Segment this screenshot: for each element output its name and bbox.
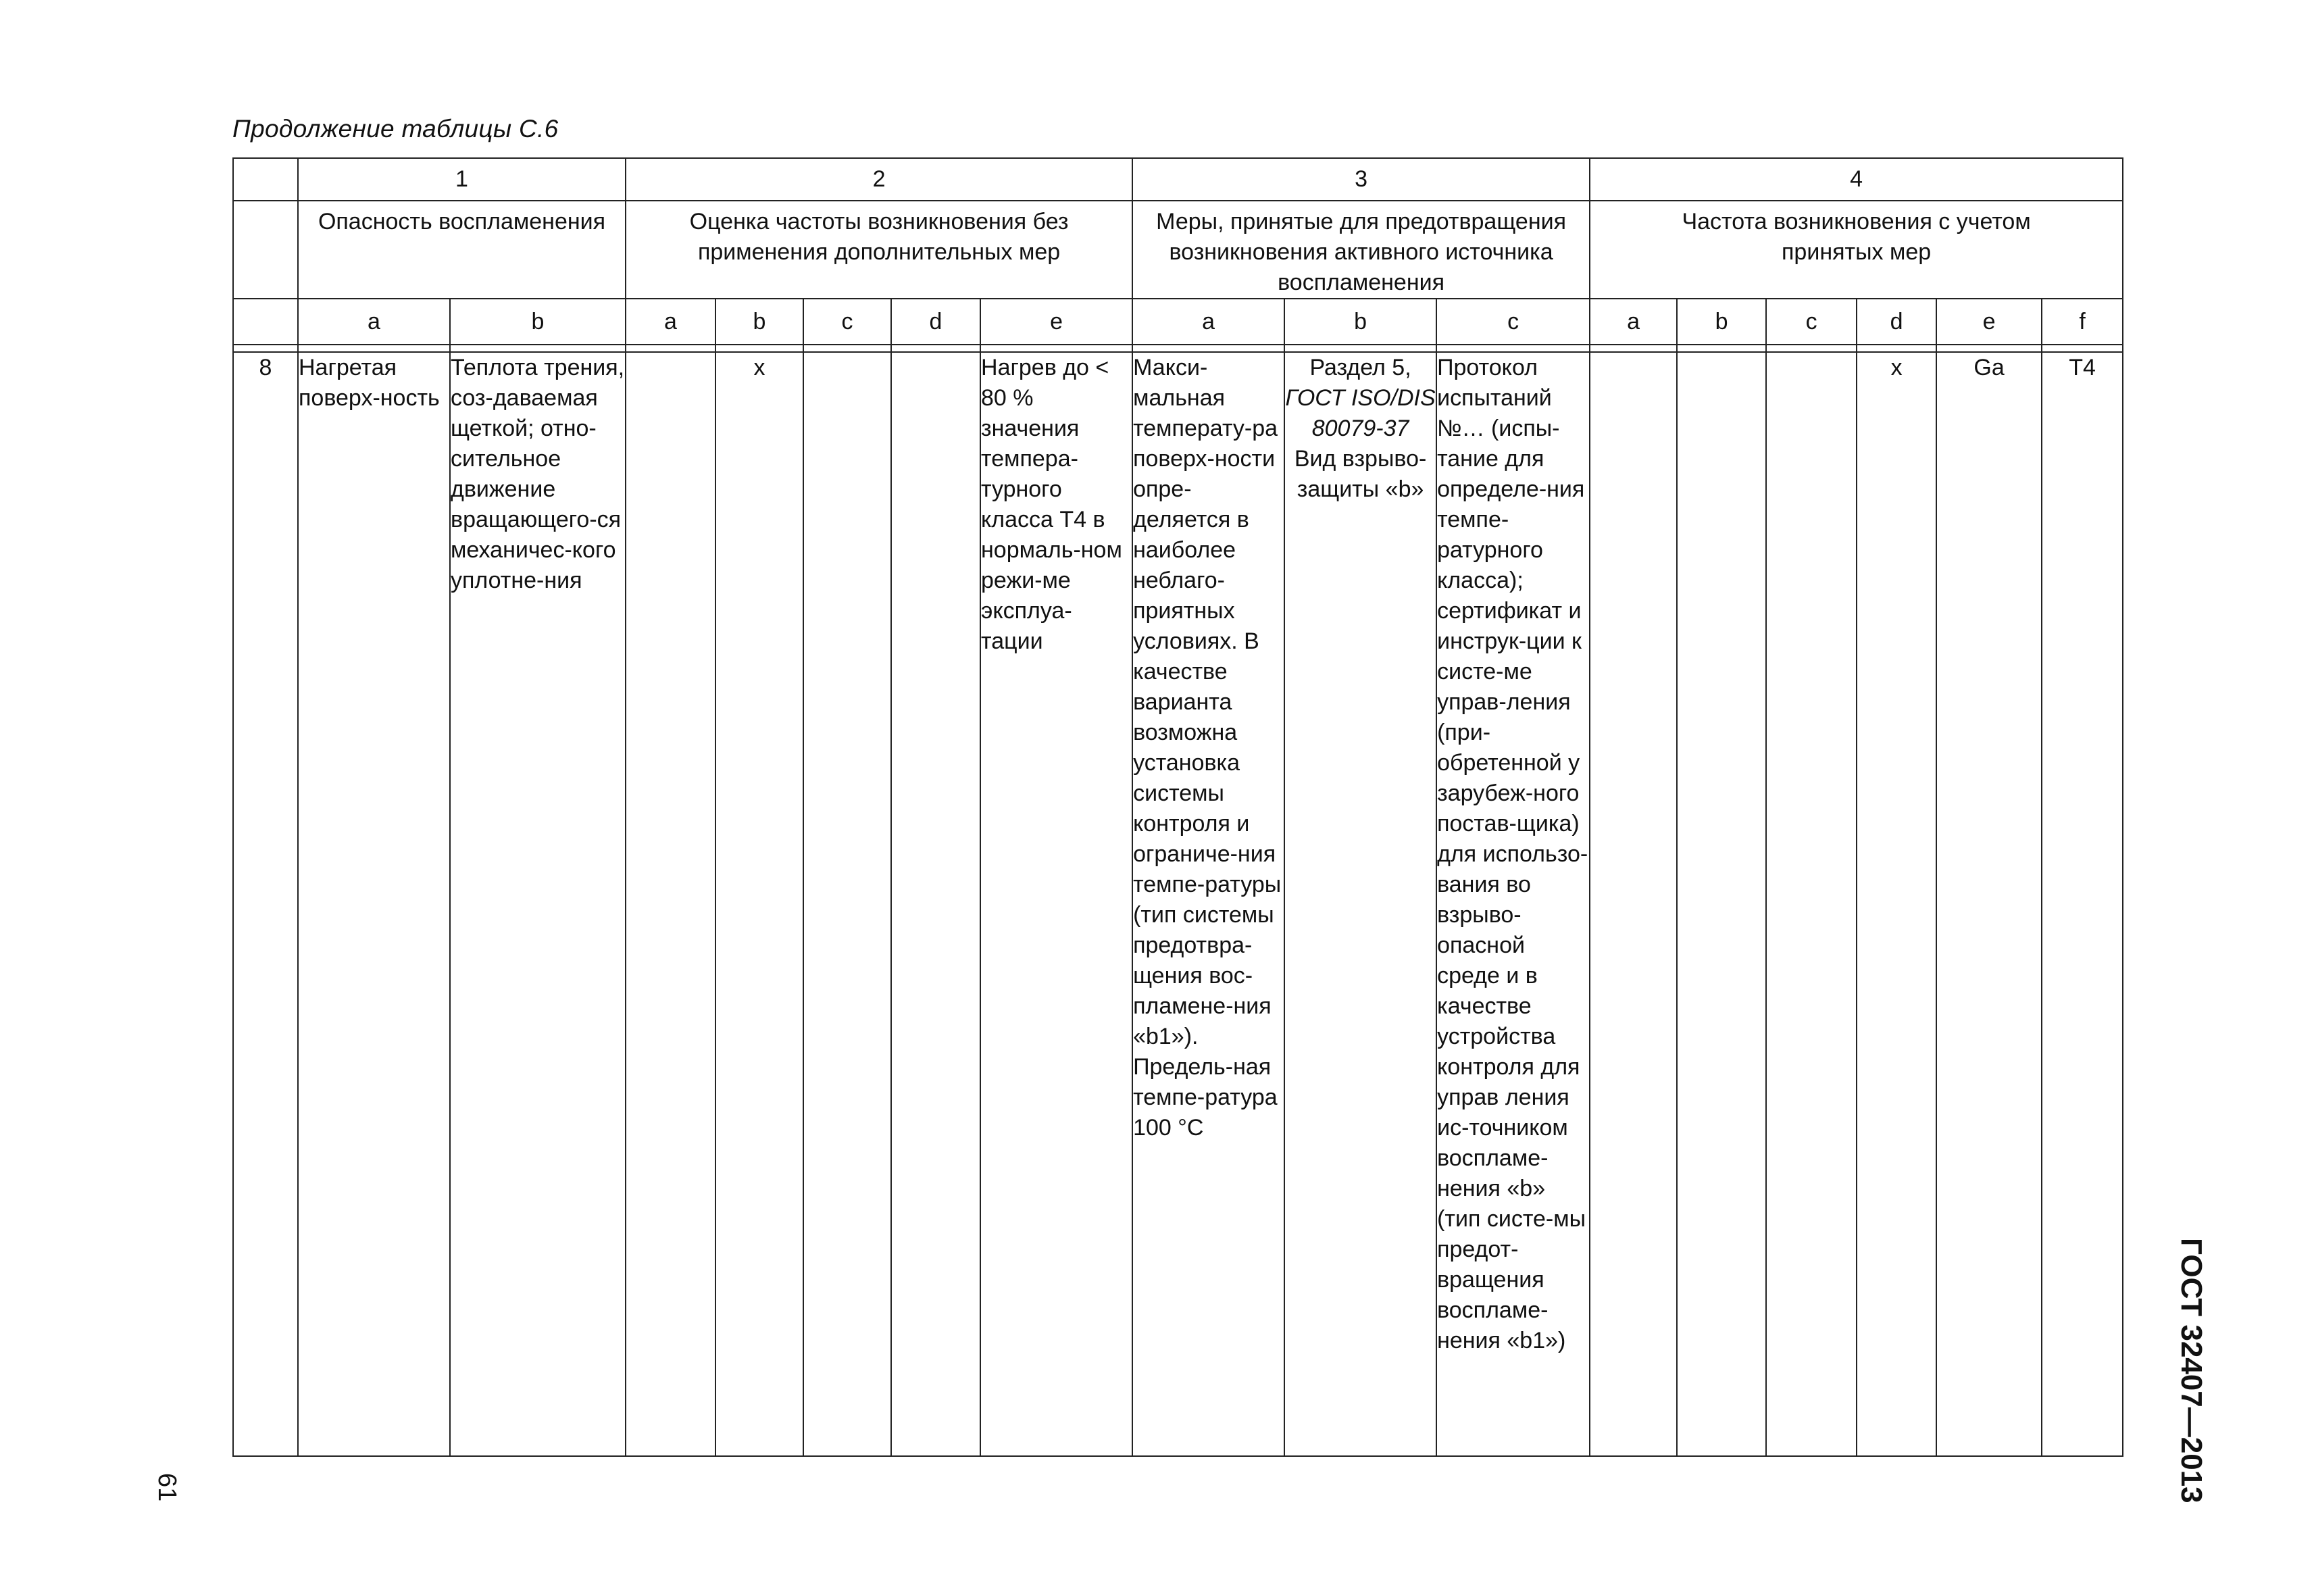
subheader-2d: d [891, 299, 980, 345]
subheader-4f: f [2042, 299, 2123, 345]
cell-3b-reference [1284, 352, 1436, 1456]
standard-code: ГОСТ 32407—2013 [2175, 1238, 2208, 1503]
subheader-1b: b [450, 299, 626, 345]
column-group-1-number: 1 [298, 158, 626, 201]
cell-4b [1677, 352, 1766, 1456]
subheader-2e: e [980, 299, 1132, 345]
column-group-2-number: 2 [626, 158, 1132, 201]
cell-2d [891, 352, 980, 1456]
subheader-4b: b [1677, 299, 1766, 345]
table-row [233, 352, 2123, 1456]
column-group-1-title: Опасность воспламенения [298, 201, 626, 299]
reference-section: Раздел 5, [1309, 355, 1411, 380]
subheader-1a: a [298, 299, 450, 345]
subheader-4d: d [1857, 299, 1936, 345]
cell-1b-source: Теплота трения, соз-даваемая щеткой; отно-сительное движение вращающего-ся механичес-кого уплотне-ния [450, 352, 626, 1456]
separator-row [233, 345, 2123, 352]
cell-4a [1590, 352, 1677, 1456]
subheader-4c: c [1766, 299, 1857, 345]
hazard-table [232, 157, 2123, 1457]
cell-2a [626, 352, 715, 1456]
reference-protection-type: Вид взрыво-защиты «b» [1294, 446, 1427, 502]
subheader-3b: b [1284, 299, 1436, 345]
subheader-2b: b [715, 299, 803, 345]
cell-2b: x [715, 352, 803, 1456]
row-number: 8 [233, 352, 298, 1456]
sub-header-row [233, 299, 2123, 345]
cell-2e-explanation: Нагрев до < 80 % значения темпера-турного класса Т4 в нормаль-ном режи-ме эксплуа-тации [980, 352, 1132, 1456]
subheader-3c: c [1436, 299, 1590, 345]
column-group-3-title: Меры, принятые для предотвращения возникновения активного источника воспламенения [1132, 201, 1590, 299]
cell-4f-temperature-class: Т4 [2042, 352, 2123, 1456]
cell-2c [803, 352, 891, 1456]
subheader-3a: a [1132, 299, 1284, 345]
cell-3c-documentation: Протокол испытаний №… (испы-тание для определе-ния темпе-ратурного класса); сертификат и инструк-ции к систе-ме управ-ления (при-обретенной у зарубеж-ного постав-щика) для использо-вания во взрыво-опасной среде и в качестве устройства контроля для управ ления ис-точником воспламе-нения «b» (тип систе-мы предот-вращения воспламе-нения «b1») [1436, 352, 1590, 1456]
subheader-4a: a [1590, 299, 1677, 345]
row-number-subheader [233, 299, 298, 345]
column-group-4-number: 4 [1590, 158, 2123, 201]
row-number-column-header [233, 158, 298, 201]
subheader-2c: c [803, 299, 891, 345]
cell-3a-measures: Макси-мальная температу-ра поверх-ности опре-деляется в наиболее неблаго-приятных условиях. В качестве варианта возможна установка системы контроля и ограниче-ния темпе-ратуры (тип системы предотвра-щения вос-пламене-ния «b1»). Предель-ная темпе-ратура 100 °C [1132, 352, 1284, 1456]
cell-4c [1766, 352, 1857, 1456]
column-group-4-title: Частота возникновения с учетом принятых мер [1590, 201, 2123, 299]
subheader-4e: e [1936, 299, 2042, 345]
cell-4e-equipment-level: Ga [1936, 352, 2042, 1456]
header-number-row [233, 158, 2123, 201]
header-title-row [233, 201, 2123, 299]
cell-4d: x [1857, 352, 1936, 1456]
cell-1a-hazard: Нагретая поверх-ность [298, 352, 450, 1456]
table-caption: Продолжение таблицы С.6 [232, 115, 559, 143]
column-group-3-number: 3 [1132, 158, 1590, 201]
row-number-column-title [233, 201, 298, 299]
subheader-2a: a [626, 299, 715, 345]
column-group-2-title: Оценка частоты возникновения без применения дополнительных мер [626, 201, 1132, 299]
page-number: 61 [153, 1473, 181, 1502]
reference-standard: ГОСТ ISO/DIS 80079-37 [1285, 385, 1436, 441]
